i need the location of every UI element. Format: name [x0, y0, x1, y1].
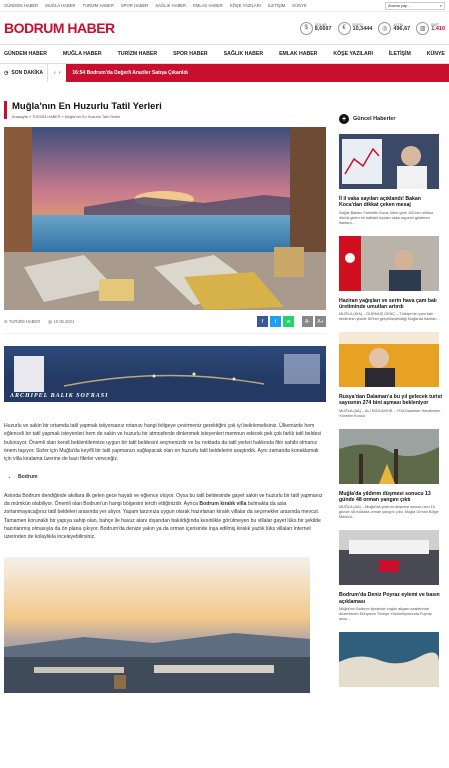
search-icon[interactable]: ⌕	[439, 3, 442, 8]
euro-icon: €	[338, 22, 351, 35]
article-header	[4, 101, 326, 119]
news-card[interactable]	[339, 134, 444, 226]
nav-item-kunye[interactable]: KÜNYE	[426, 51, 445, 57]
chevron-right-icon[interactable]: ›	[58, 70, 61, 76]
news-card-headline: Bodrum'da Deniz Poyraz eylemi ve basın açıklaması	[339, 592, 440, 605]
nav-item-mugla[interactable]: MUĞLA HABER	[62, 51, 102, 57]
rate-value: 10,3444	[352, 26, 373, 32]
dollar-icon: $	[300, 22, 313, 35]
search-placeholder: Arama yap...	[388, 3, 411, 8]
breaking-arrows	[47, 64, 66, 82]
top-link[interactable]: İLETİŞİM	[267, 3, 286, 8]
nav-item-saglik[interactable]: SAĞLIK HABER	[223, 51, 264, 57]
plus-icon: +	[339, 114, 349, 124]
news-card-image	[339, 429, 439, 484]
hero-image	[4, 127, 326, 310]
site-logo[interactable]: BODRUM HABER	[4, 20, 115, 36]
font-decrease-button[interactable]: A-	[302, 316, 313, 327]
top-link-bar	[0, 0, 449, 12]
facebook-share-button[interactable]: f	[257, 316, 268, 327]
top-link[interactable]: TURİZM HABER	[82, 3, 114, 8]
rate-name: BIST	[431, 22, 440, 27]
date-text: 10.06.2021	[53, 319, 75, 324]
news-card[interactable]	[339, 429, 444, 521]
breaking-label	[0, 64, 47, 82]
ad-banner[interactable]	[4, 346, 326, 402]
rate-value: 496,67	[393, 26, 411, 32]
breaking-label-text: SON DAKİKA	[11, 70, 44, 76]
article-paragraph	[4, 492, 326, 542]
breadcrumb[interactable]: Anasayfa » TURİZM HABER » Muğla'nın En Huzurlu Tatil Yerleri	[12, 115, 121, 119]
news-card-headline: Muğla'da yıldırım düşmesi sonucu 13 günde 48 orman yangını çıktı	[339, 490, 431, 504]
top-links	[4, 3, 385, 8]
top-link[interactable]: KÜNYE	[292, 3, 307, 8]
news-card-summary: MUĞLA (İHA) – DURMUŞ GENÇ – Türkiye'nin çam balı üretiminin yüzde 80'inin gerçekleştirildiği Muğla'da haziran...	[339, 312, 440, 322]
article-body	[4, 422, 326, 542]
breaking-news-bar	[0, 64, 449, 82]
paragraph-text: bulmakta da asla zorlanmayacağınız tatil beldeleri arasında yer alıyor. Yaşam tarzınıza uygun olarak hazırlanan kiralık villalar da seçenekler arasında mevcut. Tamamen korunaklı bir yapıya sahip olan, bahçe ile havuz alanı dışarıdan bakıldığında kesinlikle görülmeyen bu villalar gayet lüks bir şekilde hazırlanmış olmasıyla da ön plana çıkıyor. Bodrum'da denize yakın ya da orman içerisinde inşa edilmiş kiralık yazlık lüks villaları internet üzerinden de kolaylıkla inceleyebilirsiniz.	[4, 501, 321, 541]
article-column	[4, 101, 326, 702]
sidebar	[339, 101, 444, 702]
news-card[interactable]	[339, 332, 444, 419]
news-card-headline: Rusya'dan Dalaman'a bu yıl gelecek turist sayısının 274 bini aşması bekleniyor	[339, 394, 443, 407]
top-link[interactable]: GÜNDEM HABER	[4, 3, 39, 8]
top-link[interactable]: SPOR HABER	[120, 3, 149, 8]
share-buttons	[257, 316, 326, 327]
nav-item-kose-yazilari[interactable]: KÖŞE YAZILARI	[333, 51, 373, 57]
villa-link[interactable]: Bodrum kiralık villa	[199, 501, 247, 508]
article-paragraph: Huzurlu ve sakin bir ortamda tatil yapmak istiyorsanız rotanızı hangi bölgeye çevirmeniz gerektiğini çok iyi belirlemelisiniz. Ülkemizde hem eğlenceli bir tatil yapmak isteyenleri hem de sakin ve huzurlu bir atmosferde dinlenmek isteyenleri memnun edecek pek çok farklı tatil beldesi bulunuyor. Önemli olan kendi beklentilerinize uygun bir tatil beldesini seçmenizdir ve bu noktada da tatil yerleri hakkında fikir sahibi olmanız önem taşıyor. Sizler için Muğla'da keyifli bir tatil yapmanızı sağlayacak olan en huzurlu tatil beldelerini araştırdık. Aynı zamanda konaklamak için villa kiralama üzerine de bazı fikirler vereceğiz.	[4, 423, 322, 463]
sidebar-header	[339, 114, 444, 124]
main-nav	[0, 44, 449, 64]
news-card[interactable]	[339, 236, 444, 323]
sidebar-title: Güncel Haberler	[353, 116, 396, 122]
top-link[interactable]: SAĞLIK HABER	[155, 3, 187, 8]
news-card-image	[339, 332, 439, 387]
nav-item-turizm[interactable]: TURİZM HABER	[117, 51, 158, 57]
rate-name: ALTIN	[393, 22, 404, 27]
category-text: TURİZM HABER	[8, 319, 41, 324]
news-card-summary: Sağlık Bakanı Fahrettin Koca, illere göre 100 bin nüfusa dönük gelen bir haftalık toplam vaka sayısını gösteren haritanı...	[339, 210, 433, 225]
top-link[interactable]: EMLAK HABER	[193, 3, 223, 8]
nav-item-spor[interactable]: SPOR HABER	[173, 51, 208, 57]
font-increase-button[interactable]: A+	[315, 316, 326, 327]
clock-icon: ◷	[4, 70, 9, 76]
breaking-headline[interactable]	[66, 70, 188, 76]
gold-icon: ◎	[378, 22, 391, 35]
article-meta	[4, 310, 326, 334]
article-bullet: • Bodrum	[18, 473, 326, 481]
breaking-time: 16:54	[72, 70, 86, 76]
exchange-rates	[300, 22, 445, 35]
news-card-image	[339, 236, 439, 291]
chevron-left-icon[interactable]: ‹	[54, 70, 56, 76]
news-card-summary: Muğla'nın Bodrum ilçesinde bugün akşam saatlerinde düzenlenen Dünyanın Türkiye Yükümlüyorunda Poyraz anısı...	[339, 606, 432, 621]
whatsapp-share-button[interactable]: w	[283, 316, 294, 327]
rate-name: DOLAR	[314, 22, 327, 27]
news-card-headline: İl il vaka sayıları açıklandı! Bakan Koca'dan dikkat çeken mesaj	[339, 196, 421, 209]
nav-item-emlak[interactable]: EMLAK HABER	[279, 51, 318, 57]
article-title: Muğla'nın En Huzurlu Tatil Yerleri	[12, 101, 162, 112]
nav-item-gundem[interactable]: GÜNDEM HABER	[4, 51, 47, 57]
top-link[interactable]: KÖŞE YAZILARI	[229, 3, 261, 8]
paragraph-text: Aslında Bodrum dendiğinde akıllara ilk gelen gece hayatı ve eğlence oluyor. Oysa bu tatil beldesinde gayet sakin ve huzurlu bir tatil yapmanız da mümkün olabiliyor. Önemli olan Bodrum'un hangi bölgesini tercih ettiğinizdir. Ayrıca	[4, 492, 323, 508]
news-card-image	[339, 530, 439, 585]
twitter-share-button[interactable]: t	[270, 316, 281, 327]
site-header	[0, 12, 449, 44]
news-card-image	[339, 632, 439, 687]
search-input[interactable]	[385, 2, 445, 10]
bist-icon: ▥	[416, 22, 429, 35]
category-link[interactable]: ☰ TURİZM HABER	[4, 319, 41, 324]
rate-name: EURO	[352, 22, 363, 27]
rate-gold	[378, 22, 410, 35]
news-card-image	[339, 134, 439, 189]
news-card[interactable]	[339, 530, 444, 622]
ad-caption: ARCHIPEL BALIK SOFRASI	[10, 393, 109, 399]
article-date: ▤ 10.06.2021	[48, 319, 75, 324]
rate-value: 1.410	[431, 26, 445, 32]
rate-bist	[416, 22, 445, 35]
news-card-summary: MUĞLA (AA) – ALİ RIZA AKKIR – YDA Dalaman Havalimanı Yönetim Kurulu	[339, 408, 441, 418]
rate-dollar	[300, 22, 332, 35]
news-card-headline: Haziran yağışları ve serin hava çam balı üretiminde umutları artırdı	[339, 297, 437, 310]
rate-value: 8,6697	[314, 26, 332, 32]
nav-item-iletisim[interactable]: İLETİŞİM	[388, 51, 411, 57]
news-card-summary: MUĞLA (AA) – Muğla'da yıldırım düşmesi sonucu son 13 günde 48 noktada orman yangını çıktı. Muğla Orman Bölge Müdürü...	[339, 505, 439, 520]
rate-euro	[338, 22, 373, 35]
news-card[interactable]	[339, 632, 444, 692]
top-link[interactable]: MUĞLA HABER	[45, 3, 76, 8]
breaking-text: Bodrum'da Değerli Araziler Satışa Çıkarıldı	[86, 70, 188, 76]
article-image	[4, 557, 310, 693]
